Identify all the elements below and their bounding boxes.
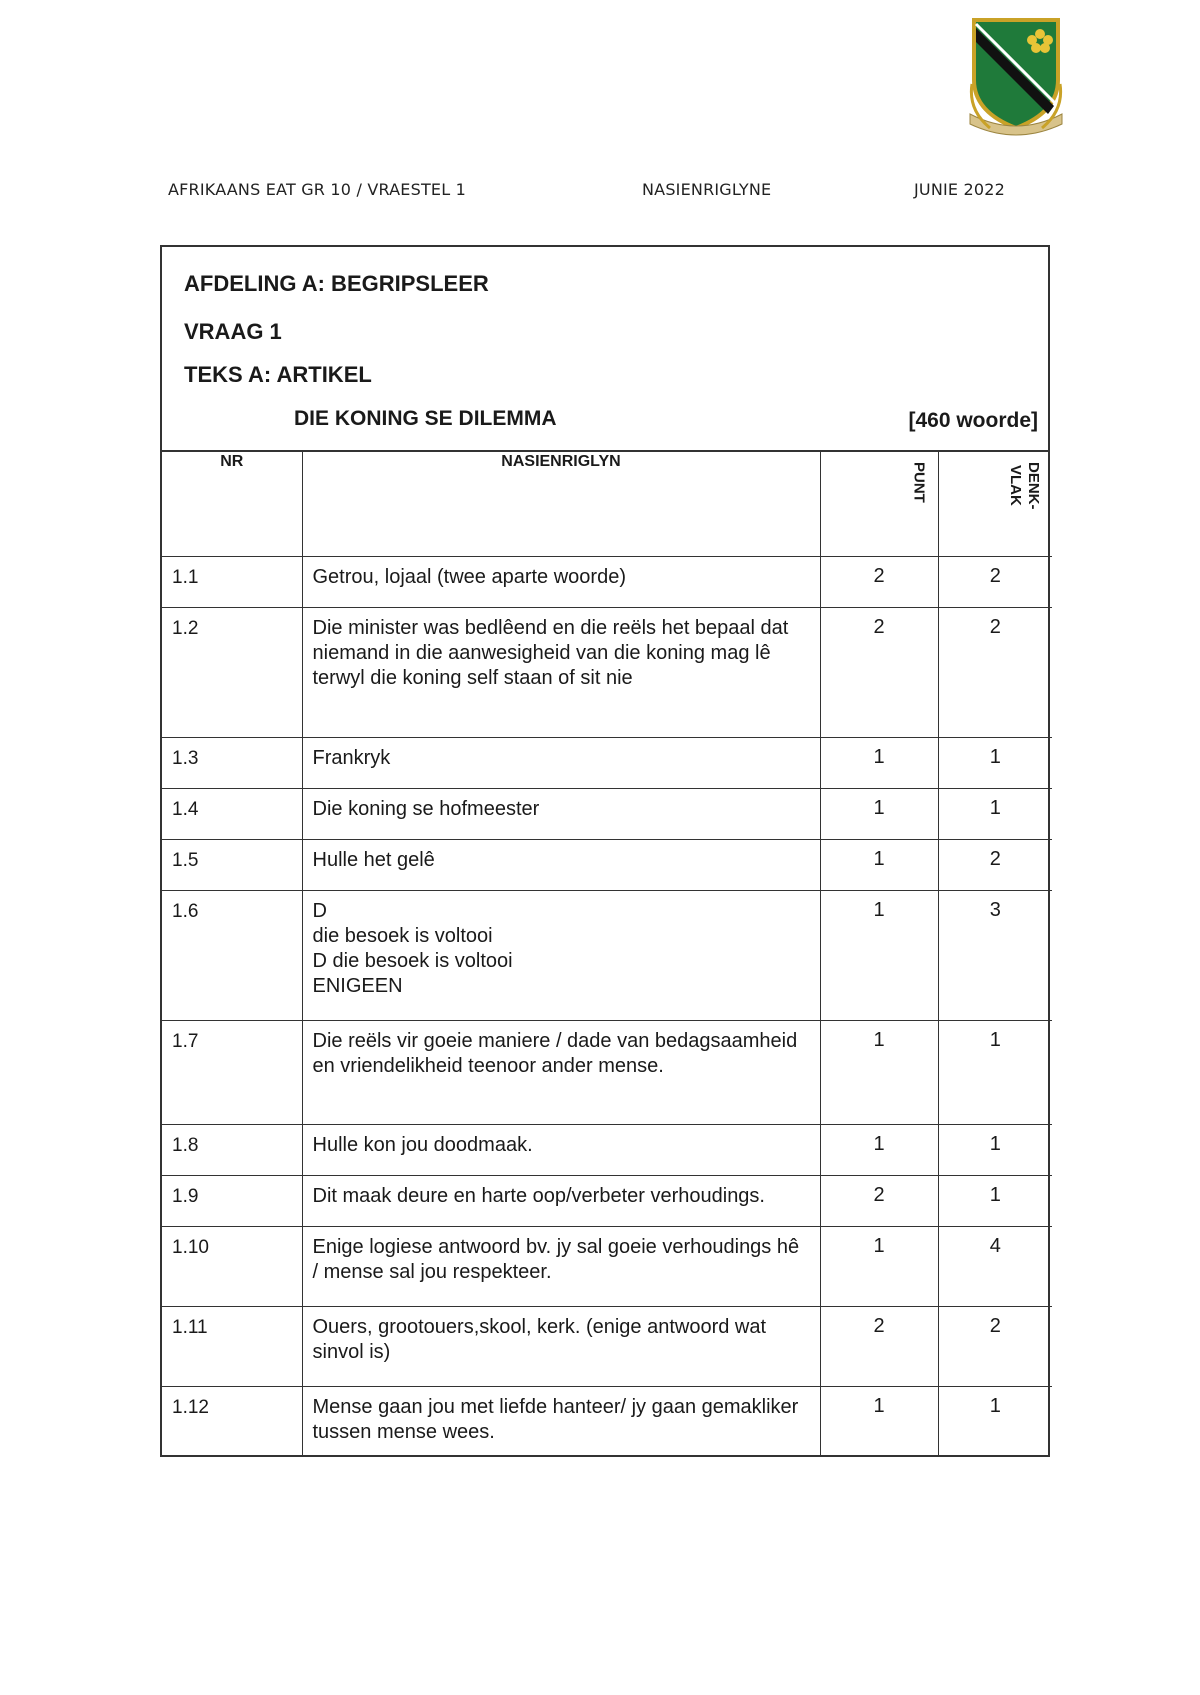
- text-type-label: TEKS A: ARTIKEL: [184, 362, 372, 387]
- question-number: 1.3: [162, 737, 302, 788]
- table-row: [162, 1175, 1052, 1226]
- table-row: [162, 839, 1052, 890]
- table-row: [162, 1020, 1052, 1124]
- marks-value: 1: [820, 737, 938, 788]
- marks-value: 2: [820, 1175, 938, 1226]
- table-row: [162, 1306, 1052, 1386]
- table-row: [162, 1226, 1052, 1306]
- cognitive-level-value: 1: [938, 1386, 1052, 1455]
- answer-text: Ouers, grootouers,skool, kerk. (enige antwoord wat sinvol is): [302, 1306, 820, 1386]
- marks-value: 1: [820, 839, 938, 890]
- question-label: VRAAG 1: [184, 319, 282, 344]
- column-header-nr: NR: [162, 452, 302, 556]
- header-subject: AFRIKAANS EAT GR 10 / VRAESTEL 1: [168, 180, 467, 199]
- answer-text: Enige logiese antwoord bv. jy sal goeie verhoudings hê / mense sal jou respekteer.: [302, 1226, 820, 1306]
- column-header-marks: [820, 452, 938, 556]
- cognitive-level-value: 2: [938, 839, 1052, 890]
- cognitive-level-value: 2: [938, 1306, 1052, 1386]
- marks-value: 1: [820, 890, 938, 1020]
- marks-value: 1: [820, 1124, 938, 1175]
- question-number: 1.9: [162, 1175, 302, 1226]
- table-row: [162, 788, 1052, 839]
- table-header-row: [162, 452, 1052, 556]
- answer-text: Getrou, lojaal (twee aparte woorde): [302, 556, 820, 607]
- page-header: [168, 180, 1018, 204]
- memo-table: [162, 452, 1052, 1455]
- cognitive-level-value: 1: [938, 737, 1052, 788]
- answer-text: Die minister was bedlêend en die reëls het bepaal dat niemand in die aanwesigheid van die koning mag lê terwyl die koning self staan of sit nie: [302, 607, 820, 737]
- cognitive-level-value: 1: [938, 1175, 1052, 1226]
- question-number: 1.2: [162, 607, 302, 737]
- marks-value: 1: [820, 788, 938, 839]
- answer-text: Hulle kon jou doodmaak.: [302, 1124, 820, 1175]
- marks-value: 2: [820, 1306, 938, 1386]
- cognitive-level-value: 4: [938, 1226, 1052, 1306]
- answer-text: D die besoek is voltooi D die besoek is voltooi ENIGEEN: [302, 890, 820, 1020]
- question-number: 1.12: [162, 1386, 302, 1455]
- answer-text: Dit maak deure en harte oop/verbeter verhoudings.: [302, 1175, 820, 1226]
- column-header-cognitive-level: [938, 452, 1052, 556]
- table-row: [162, 607, 1052, 737]
- marks-value: 2: [820, 607, 938, 737]
- question-number: 1.6: [162, 890, 302, 1020]
- memo-table-body: [162, 556, 1052, 1455]
- question-number: 1.5: [162, 839, 302, 890]
- cognitive-header-label: DENK- VLAK: [1007, 462, 1042, 510]
- marks-header-label: PUNT: [910, 462, 928, 503]
- memo-box: [160, 245, 1050, 1457]
- cognitive-level-value: 3: [938, 890, 1052, 1020]
- cognitive-level-value: 2: [938, 556, 1052, 607]
- word-count: [460 woorde]: [908, 409, 1038, 432]
- cognitive-level-value: 1: [938, 1124, 1052, 1175]
- question-number: 1.4: [162, 788, 302, 839]
- question-number: 1.1: [162, 556, 302, 607]
- cognitive-level-value: 1: [938, 788, 1052, 839]
- answer-text: Mense gaan jou met liefde hanteer/ jy gaan gemakliker tussen mense wees.: [302, 1386, 820, 1455]
- cognitive-level-value: 2: [938, 607, 1052, 737]
- table-row: [162, 556, 1052, 607]
- question-number: 1.10: [162, 1226, 302, 1306]
- table-row: [162, 737, 1052, 788]
- answer-text: Die reëls vir goeie maniere / dade van bedagsaamheid en vriendelikheid teenoor ander mense.: [302, 1020, 820, 1124]
- answer-text: Hulle het gelê: [302, 839, 820, 890]
- question-number: 1.11: [162, 1306, 302, 1386]
- marks-value: 1: [820, 1226, 938, 1306]
- table-row: [162, 890, 1052, 1020]
- section-heading: AFDELING A: BEGRIPSLEER: [184, 271, 489, 296]
- article-title: DIE KONING SE DILEMMA: [294, 407, 557, 430]
- school-crest-logo: [968, 14, 1064, 138]
- cognitive-level-value: 1: [938, 1020, 1052, 1124]
- marks-value: 2: [820, 556, 938, 607]
- section-header-block: [162, 247, 1048, 452]
- answer-text: Die koning se hofmeester: [302, 788, 820, 839]
- column-header-guideline: NASIENRIGLYN: [302, 452, 820, 556]
- question-number: 1.7: [162, 1020, 302, 1124]
- table-row: [162, 1386, 1052, 1455]
- answer-text: Frankryk: [302, 737, 820, 788]
- header-date: JUNIE 2022: [914, 180, 1006, 199]
- marks-value: 1: [820, 1386, 938, 1455]
- table-row: [162, 1124, 1052, 1175]
- header-doc-type: NASIENRIGLYNE: [642, 180, 772, 199]
- question-number: 1.8: [162, 1124, 302, 1175]
- marks-value: 1: [820, 1020, 938, 1124]
